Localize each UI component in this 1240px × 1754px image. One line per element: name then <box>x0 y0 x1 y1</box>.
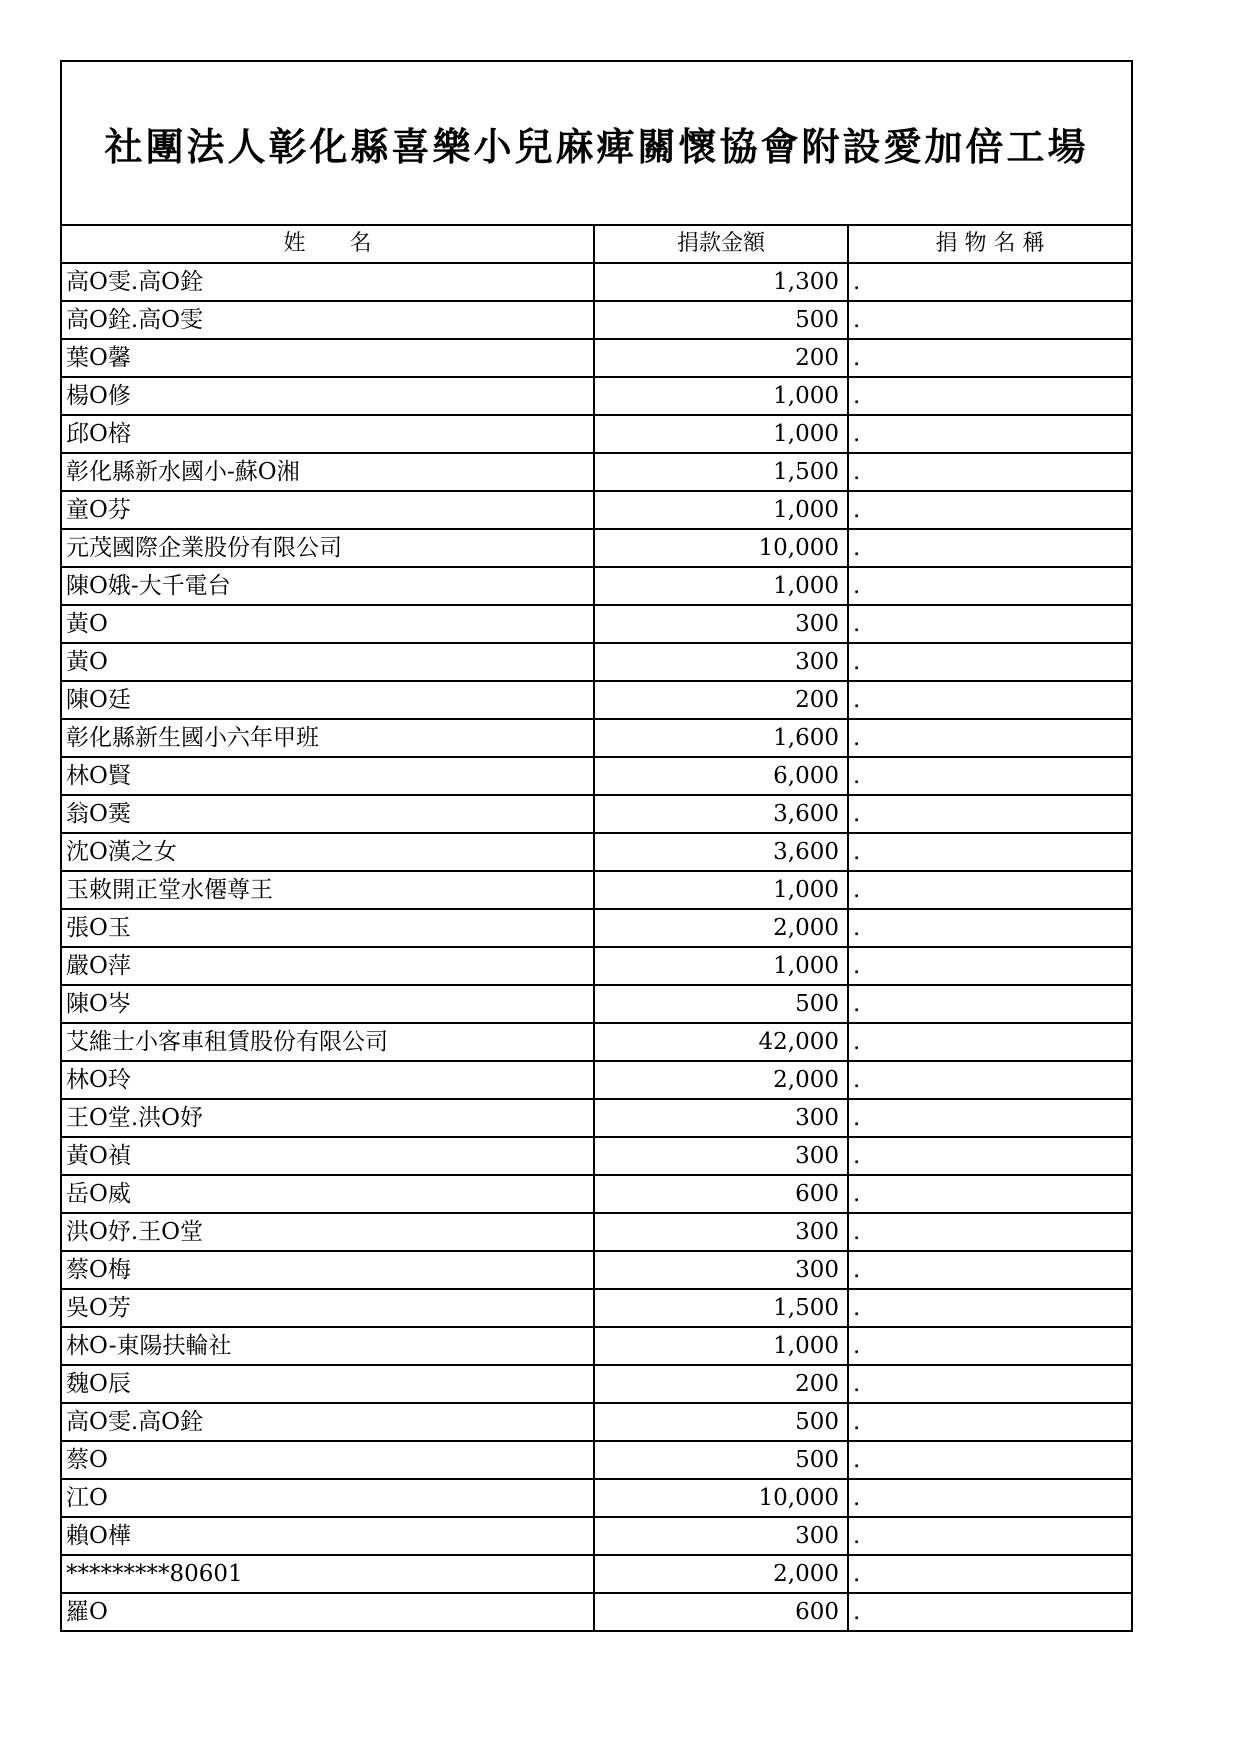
donated-item-cell: . <box>848 985 1131 1023</box>
table-row <box>62 1403 1131 1441</box>
table-row <box>62 1137 1131 1175</box>
donor-name-cell: 陳O娥-大千電台 <box>62 567 594 605</box>
donated-item-cell: . <box>848 757 1131 795</box>
table-row <box>62 1061 1131 1099</box>
page-title: 社團法人彰化縣喜樂小兒麻痺關懷協會附設愛加倍工場 <box>104 123 1089 169</box>
donation-amount-cell: 300 <box>594 1213 848 1251</box>
donation-amount-cell: 2,000 <box>594 1555 848 1593</box>
table-row <box>62 909 1131 947</box>
donor-name-cell: 彰化縣新水國小-蘇O湘 <box>62 453 594 491</box>
donation-amount-cell: 10,000 <box>594 1479 848 1517</box>
donated-item-cell: . <box>848 1555 1131 1593</box>
donation-amount-cell: 200 <box>594 339 848 377</box>
table-row <box>62 491 1131 529</box>
donated-item-cell: . <box>848 377 1131 415</box>
table-row <box>62 681 1131 719</box>
table-row <box>62 301 1131 339</box>
table-body <box>62 263 1131 1630</box>
donor-name-cell: 江O <box>62 1479 594 1517</box>
table-row <box>62 1213 1131 1251</box>
donation-amount-cell: 1,000 <box>594 415 848 453</box>
donated-item-cell: . <box>848 681 1131 719</box>
donated-item-cell: . <box>848 871 1131 909</box>
donated-item-cell: . <box>848 833 1131 871</box>
donation-amount-cell: 6,000 <box>594 757 848 795</box>
donated-item-cell: . <box>848 453 1131 491</box>
donor-name-cell: 黃O <box>62 643 594 681</box>
donated-item-cell: . <box>848 1175 1131 1213</box>
donor-name-cell: 蔡O梅 <box>62 1251 594 1289</box>
donation-amount-cell: 3,600 <box>594 833 848 871</box>
donation-amount-cell: 300 <box>594 1251 848 1289</box>
donor-name-cell: 林O-東陽扶輪社 <box>62 1327 594 1365</box>
donor-name-cell: 元茂國際企業股份有限公司 <box>62 529 594 567</box>
donation-amount-cell: 1,500 <box>594 1289 848 1327</box>
donated-item-cell: . <box>848 1327 1131 1365</box>
donated-item-cell: . <box>848 643 1131 681</box>
table-row <box>62 605 1131 643</box>
donation-amount-cell: 2,000 <box>594 909 848 947</box>
table-row <box>62 1251 1131 1289</box>
donated-item-cell: . <box>848 947 1131 985</box>
donor-name-cell: 林O玲 <box>62 1061 594 1099</box>
donated-item-cell: . <box>848 567 1131 605</box>
donation-amount-cell: 10,000 <box>594 529 848 567</box>
donor-name-cell: 彰化縣新生國小六年甲班 <box>62 719 594 757</box>
donation-table <box>62 226 1131 1630</box>
donated-item-cell: . <box>848 339 1131 377</box>
donation-amount-cell: 600 <box>594 1175 848 1213</box>
donation-amount-cell: 500 <box>594 301 848 339</box>
donor-name-cell: 吳O芳 <box>62 1289 594 1327</box>
table-row <box>62 833 1131 871</box>
table-row <box>62 643 1131 681</box>
header-name: 姓 名 <box>62 226 594 263</box>
donor-name-cell: 張O玉 <box>62 909 594 947</box>
donation-amount-cell: 1,000 <box>594 947 848 985</box>
donated-item-cell: . <box>848 1593 1131 1630</box>
table-row <box>62 1593 1131 1630</box>
title-box <box>62 62 1131 226</box>
donor-name-cell: 艾維士小客車租賃股份有限公司 <box>62 1023 594 1061</box>
donor-name-cell: 嚴O萍 <box>62 947 594 985</box>
table-row <box>62 263 1131 301</box>
donation-amount-cell: 1,500 <box>594 453 848 491</box>
donor-name-cell: 林O賢 <box>62 757 594 795</box>
donated-item-cell: . <box>848 301 1131 339</box>
donation-sheet <box>60 60 1133 1632</box>
donated-item-cell: . <box>848 529 1131 567</box>
donor-name-cell: 童O芬 <box>62 491 594 529</box>
donated-item-cell: . <box>848 1061 1131 1099</box>
donation-amount-cell: 300 <box>594 1137 848 1175</box>
donation-amount-cell: 600 <box>594 1593 848 1630</box>
table-row <box>62 1327 1131 1365</box>
donation-amount-cell: 2,000 <box>594 1061 848 1099</box>
donor-name-cell: 高O雯.高O銓 <box>62 1403 594 1441</box>
donor-name-cell: 陳O廷 <box>62 681 594 719</box>
donor-name-cell: *********80601 <box>62 1555 594 1593</box>
donated-item-cell: . <box>848 1365 1131 1403</box>
donor-name-cell: 高O銓.高O雯 <box>62 301 594 339</box>
donor-name-cell: 賴O樺 <box>62 1517 594 1555</box>
donated-item-cell: . <box>848 1137 1131 1175</box>
donor-name-cell: 葉O馨 <box>62 339 594 377</box>
donor-name-cell: 岳O威 <box>62 1175 594 1213</box>
donated-item-cell: . <box>848 1213 1131 1251</box>
donation-amount-cell: 1,000 <box>594 1327 848 1365</box>
donation-amount-cell: 300 <box>594 605 848 643</box>
table-row <box>62 1479 1131 1517</box>
donation-amount-cell: 200 <box>594 681 848 719</box>
donor-name-cell: 沈O漢之女 <box>62 833 594 871</box>
donor-name-cell: 黃O <box>62 605 594 643</box>
table-row <box>62 1441 1131 1479</box>
donor-name-cell: 魏O辰 <box>62 1365 594 1403</box>
table-row <box>62 567 1131 605</box>
donated-item-cell: . <box>848 415 1131 453</box>
table-row <box>62 453 1131 491</box>
table-row <box>62 1099 1131 1137</box>
donor-name-cell: 王O堂.洪O妤 <box>62 1099 594 1137</box>
donated-item-cell: . <box>848 1479 1131 1517</box>
donor-name-cell: 玉敕開正堂水僊尊王 <box>62 871 594 909</box>
table-row <box>62 795 1131 833</box>
donor-name-cell: 陳O岑 <box>62 985 594 1023</box>
table-row <box>62 1365 1131 1403</box>
table-row <box>62 947 1131 985</box>
table-row <box>62 339 1131 377</box>
header-row <box>62 226 1131 263</box>
donation-amount-cell: 300 <box>594 1099 848 1137</box>
donation-amount-cell: 1,000 <box>594 377 848 415</box>
table-row <box>62 871 1131 909</box>
donated-item-cell: . <box>848 1251 1131 1289</box>
table-row <box>62 377 1131 415</box>
donation-amount-cell: 300 <box>594 1517 848 1555</box>
donation-amount-cell: 300 <box>594 643 848 681</box>
donation-amount-cell: 1,000 <box>594 491 848 529</box>
donor-name-cell: 楊O修 <box>62 377 594 415</box>
table-row <box>62 719 1131 757</box>
donation-amount-cell: 1,000 <box>594 567 848 605</box>
table-row <box>62 1175 1131 1213</box>
donor-name-cell: 邱O榕 <box>62 415 594 453</box>
table-row <box>62 529 1131 567</box>
donation-amount-cell: 1,300 <box>594 263 848 301</box>
donated-item-cell: . <box>848 1517 1131 1555</box>
donation-amount-cell: 3,600 <box>594 795 848 833</box>
table-row <box>62 1289 1131 1327</box>
donated-item-cell: . <box>848 795 1131 833</box>
table-row <box>62 1555 1131 1593</box>
donated-item-cell: . <box>848 605 1131 643</box>
donor-name-cell: 洪O妤.王O堂 <box>62 1213 594 1251</box>
table-row <box>62 757 1131 795</box>
donor-name-cell: 羅O <box>62 1593 594 1630</box>
donated-item-cell: . <box>848 909 1131 947</box>
donation-amount-cell: 500 <box>594 1403 848 1441</box>
donation-amount-cell: 1,600 <box>594 719 848 757</box>
table-row <box>62 1023 1131 1061</box>
donated-item-cell: . <box>848 1289 1131 1327</box>
donated-item-cell: . <box>848 719 1131 757</box>
donated-item-cell: . <box>848 263 1131 301</box>
donated-item-cell: . <box>848 1441 1131 1479</box>
donated-item-cell: . <box>848 1099 1131 1137</box>
header-amount: 捐款金額 <box>594 226 848 263</box>
table-row <box>62 415 1131 453</box>
donated-item-cell: . <box>848 1023 1131 1061</box>
donation-amount-cell: 500 <box>594 1441 848 1479</box>
header-item: 捐 物 名 稱 <box>848 226 1131 263</box>
table-row <box>62 985 1131 1023</box>
donation-amount-cell: 500 <box>594 985 848 1023</box>
donor-name-cell: 翁O霙 <box>62 795 594 833</box>
donated-item-cell: . <box>848 1403 1131 1441</box>
donor-name-cell: 蔡O <box>62 1441 594 1479</box>
donation-amount-cell: 1,000 <box>594 871 848 909</box>
donor-name-cell: 高O雯.高O銓 <box>62 263 594 301</box>
donation-amount-cell: 200 <box>594 1365 848 1403</box>
table-row <box>62 1517 1131 1555</box>
donation-amount-cell: 42,000 <box>594 1023 848 1061</box>
donated-item-cell: . <box>848 491 1131 529</box>
donor-name-cell: 黃O禎 <box>62 1137 594 1175</box>
